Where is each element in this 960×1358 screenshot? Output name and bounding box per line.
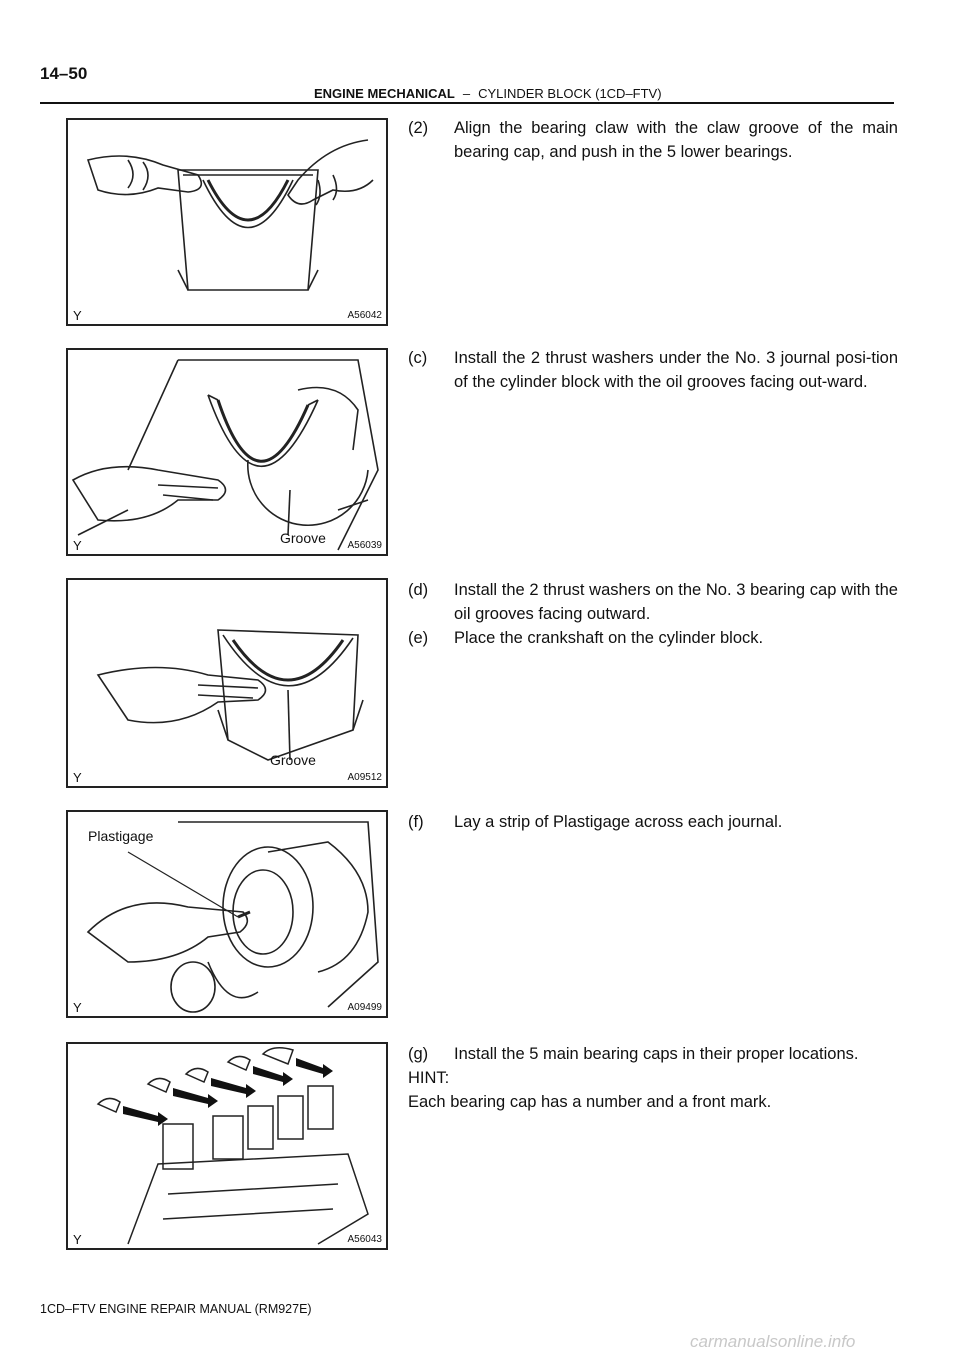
header-rule — [40, 102, 894, 104]
step-marker: (2) — [408, 119, 429, 137]
figure-code: A56042 — [347, 310, 382, 321]
subsection-title: CYLINDER BLOCK (1CD–FTV) — [478, 86, 662, 101]
figure-thrust-washer-cap — [66, 578, 388, 788]
figure-main-bearing-caps — [66, 1042, 388, 1250]
figure-y-mark: Y — [73, 1232, 82, 1247]
figure-y-mark: Y — [73, 1000, 82, 1015]
figure-code: A09499 — [347, 1002, 382, 1013]
step-text: Install the 5 main bearing caps in their proper locations. — [454, 1045, 859, 1063]
figure-plastigage — [66, 810, 388, 1018]
watermark: carmanualsonline.info — [690, 1332, 856, 1351]
page-number: 14–50 — [40, 64, 88, 83]
groove-callout: Groove — [280, 530, 326, 546]
step-marker: (c) — [408, 349, 428, 367]
step-marker: (d) — [408, 581, 429, 599]
thrust-washer-cap-illustration — [68, 580, 386, 786]
step-f — [408, 810, 898, 834]
figure-y-mark: Y — [73, 308, 82, 323]
step-text: Lay a strip of Plastigage across each journal. — [454, 813, 783, 831]
step-g — [408, 1042, 898, 1066]
bearing-cap-illustration — [68, 120, 386, 324]
step-c — [408, 346, 898, 394]
main-bearing-caps-illustration — [68, 1044, 386, 1248]
figure-code: A09512 — [347, 772, 382, 783]
groove-callout: Groove — [270, 752, 316, 768]
step-2 — [408, 116, 898, 164]
figure-bearing-cap — [66, 118, 388, 326]
step-text: Place the crankshaft on the cylinder block. — [454, 629, 764, 647]
figure-code: A56043 — [347, 1234, 382, 1245]
step-marker: (g) — [408, 1045, 429, 1063]
figure-y-mark: Y — [73, 538, 82, 553]
figure-thrust-washer-block — [66, 348, 388, 556]
step-text: Install the 2 thrust washers under the No. 3 journal posi-tion of the cylinder block with the oil grooves facing out-ward. — [454, 349, 898, 391]
step-text: Align the bearing claw with the claw groove of the main bearing cap, and push in the 5 lower bearings. — [454, 119, 898, 161]
manual-footer: 1CD–FTV ENGINE REPAIR MANUAL (RM927E) — [40, 1302, 312, 1316]
hint-label: HINT: — [408, 1069, 450, 1087]
figure-code: A56039 — [347, 540, 382, 551]
step-d — [408, 578, 898, 626]
step-e — [408, 626, 898, 650]
step-marker: (f) — [408, 813, 424, 831]
thrust-washer-block-illustration — [68, 350, 386, 554]
section-title: ENGINE MECHANICAL — [314, 86, 455, 101]
hint-text: Each bearing cap has a number and a front mark. — [408, 1093, 772, 1111]
figure-y-mark: Y — [73, 770, 82, 785]
plastigage-callout: Plastigage — [88, 828, 154, 844]
header-separator: – — [462, 86, 471, 101]
step-marker: (e) — [408, 629, 429, 647]
step-text: Install the 2 thrust washers on the No. 3 bearing cap with the oil grooves facing outward. — [454, 581, 898, 623]
running-header — [314, 86, 662, 101]
